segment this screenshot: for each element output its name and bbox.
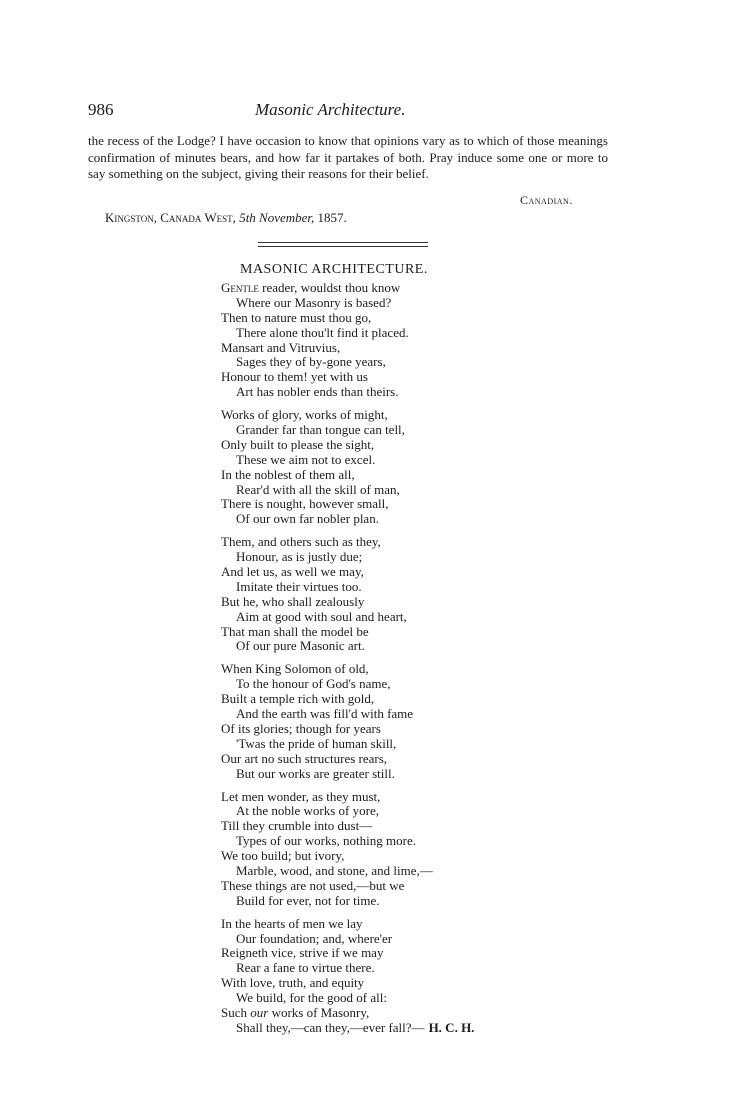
poem-line: These we aim not to excel. [236, 451, 376, 467]
poem-line: Aim at good with soul and heart, [236, 608, 407, 624]
poem-line: Marble, wood, and stone, and lime,— [236, 862, 433, 878]
poem-masonry: works of Masonry, [268, 1004, 370, 1020]
poem-line: Our art no such structures rears, [221, 750, 388, 766]
poem-line [221, 1021, 541, 1036]
poem-attribution: H. C. H. [428, 1019, 475, 1035]
poem-line: That man shall the model be [221, 623, 369, 639]
poem-line: To the honour of God's name, [236, 676, 391, 692]
poem-line: Of our own far nobler plan. [236, 511, 379, 527]
poem-line: Them, and others such as they, [221, 534, 381, 550]
poem-stanza [221, 535, 541, 654]
poem-line: But he, who shall zealously [221, 593, 365, 609]
poem-first-word: Gentle [221, 280, 259, 295]
poem-line: There is nought, however small, [221, 496, 389, 512]
poem-line: Rear a fane to virtue there. [236, 960, 375, 976]
poem-stanza [221, 790, 541, 909]
poem-line: With love, truth, and equity [221, 975, 365, 991]
poem-line: At the noble works of yore, [236, 803, 379, 819]
poem-line [221, 1006, 541, 1021]
page-number: 986 [88, 100, 114, 119]
poem-line: We too build; but ivory, [221, 848, 345, 864]
poem-title: MASONIC ARCHITECTURE. [240, 262, 428, 277]
poem-line: Art has nobler ends than theirs. [236, 384, 399, 400]
poem-line: Then to nature must thou go, [221, 309, 372, 325]
poem-line: Honour, as is justly due; [236, 549, 363, 565]
running-head: Masonic Architecture. [255, 100, 406, 119]
poem-stanza [221, 408, 541, 527]
poem-line: Let men wonder, as they must, [221, 788, 381, 804]
poem-line: Rear'd with all the skill of man, [236, 481, 400, 497]
poem-line: And the earth was fill'd with fame [236, 706, 414, 722]
letter-paragraph: the recess of the Lodge? I have occasion to know that opinions vary as to which of those meanings confirmation of minutes bears, and how far it partakes of both. Pray induce some one or more to say something on the subject, giving their reasons for their belief. [88, 133, 608, 181]
poem-line: When King Solomon of old, [221, 661, 369, 677]
poem-line: In the hearts of men we lay [221, 915, 363, 931]
poem-line: 'Twas the pride of human skill, [236, 735, 397, 751]
divider-rule [258, 246, 428, 247]
letter-signature: Canadian. [520, 193, 573, 207]
poem-line: Where our Masonry is based? [236, 294, 392, 310]
poem-stanza [221, 281, 541, 400]
poem-line: Works of glory, works of might, [221, 407, 388, 423]
dateline-place: Kingston, Canada West, [105, 210, 236, 225]
poem-line: Till they crumble into dust— [221, 818, 373, 834]
poem-line: And let us, as well we may, [221, 564, 364, 580]
poem-line: Built a temple rich with gold, [221, 691, 375, 707]
poem [221, 281, 541, 1044]
poem-first-line-rest: reader, wouldst thou know [258, 280, 401, 295]
divider-rule [258, 242, 428, 243]
poem-stanza [221, 662, 541, 781]
poem-line: But our works are greater still. [236, 765, 395, 781]
poem-line: Grander far than tongue can tell, [236, 422, 405, 438]
poem-line: We build, for the good of all: [236, 990, 387, 1006]
poem-line: Only built to please the sight, [221, 436, 375, 452]
poem-line: Honour to them! yet with us [221, 369, 368, 385]
poem-line: In the noblest of them all, [221, 466, 355, 482]
poem-line: Sages they of by-gone years, [236, 354, 386, 370]
poem-line: Types of our works, nothing more. [236, 833, 416, 849]
poem-our: our [250, 1004, 269, 1020]
letter-body [88, 133, 608, 183]
poem-line [221, 281, 541, 296]
poem-line: These things are not used,—but we [221, 877, 405, 893]
poem-line: Reigneth vice, strive if we may [221, 945, 384, 961]
dateline-year: 1857. [317, 210, 347, 225]
poem-line: Of our pure Masonic art. [236, 638, 365, 654]
poem-stanza [221, 917, 541, 1036]
poem-last-line: Shall they,—can they,—ever fall?— [236, 1019, 425, 1035]
poem-line: Our foundation; and, where'er [236, 930, 393, 946]
dateline-date: 5th November, [239, 210, 315, 225]
poem-line: Imitate their virtues too. [236, 578, 362, 594]
poem-line: Build for ever, not for time. [236, 892, 380, 908]
poem-line: Of its glories; though for years [221, 720, 381, 736]
poem-line: Mansart and Vitruvius, [221, 339, 341, 355]
poem-such: Such [221, 1004, 251, 1020]
poem-line: There alone thou'lt find it placed. [236, 324, 409, 340]
dateline [105, 210, 347, 226]
